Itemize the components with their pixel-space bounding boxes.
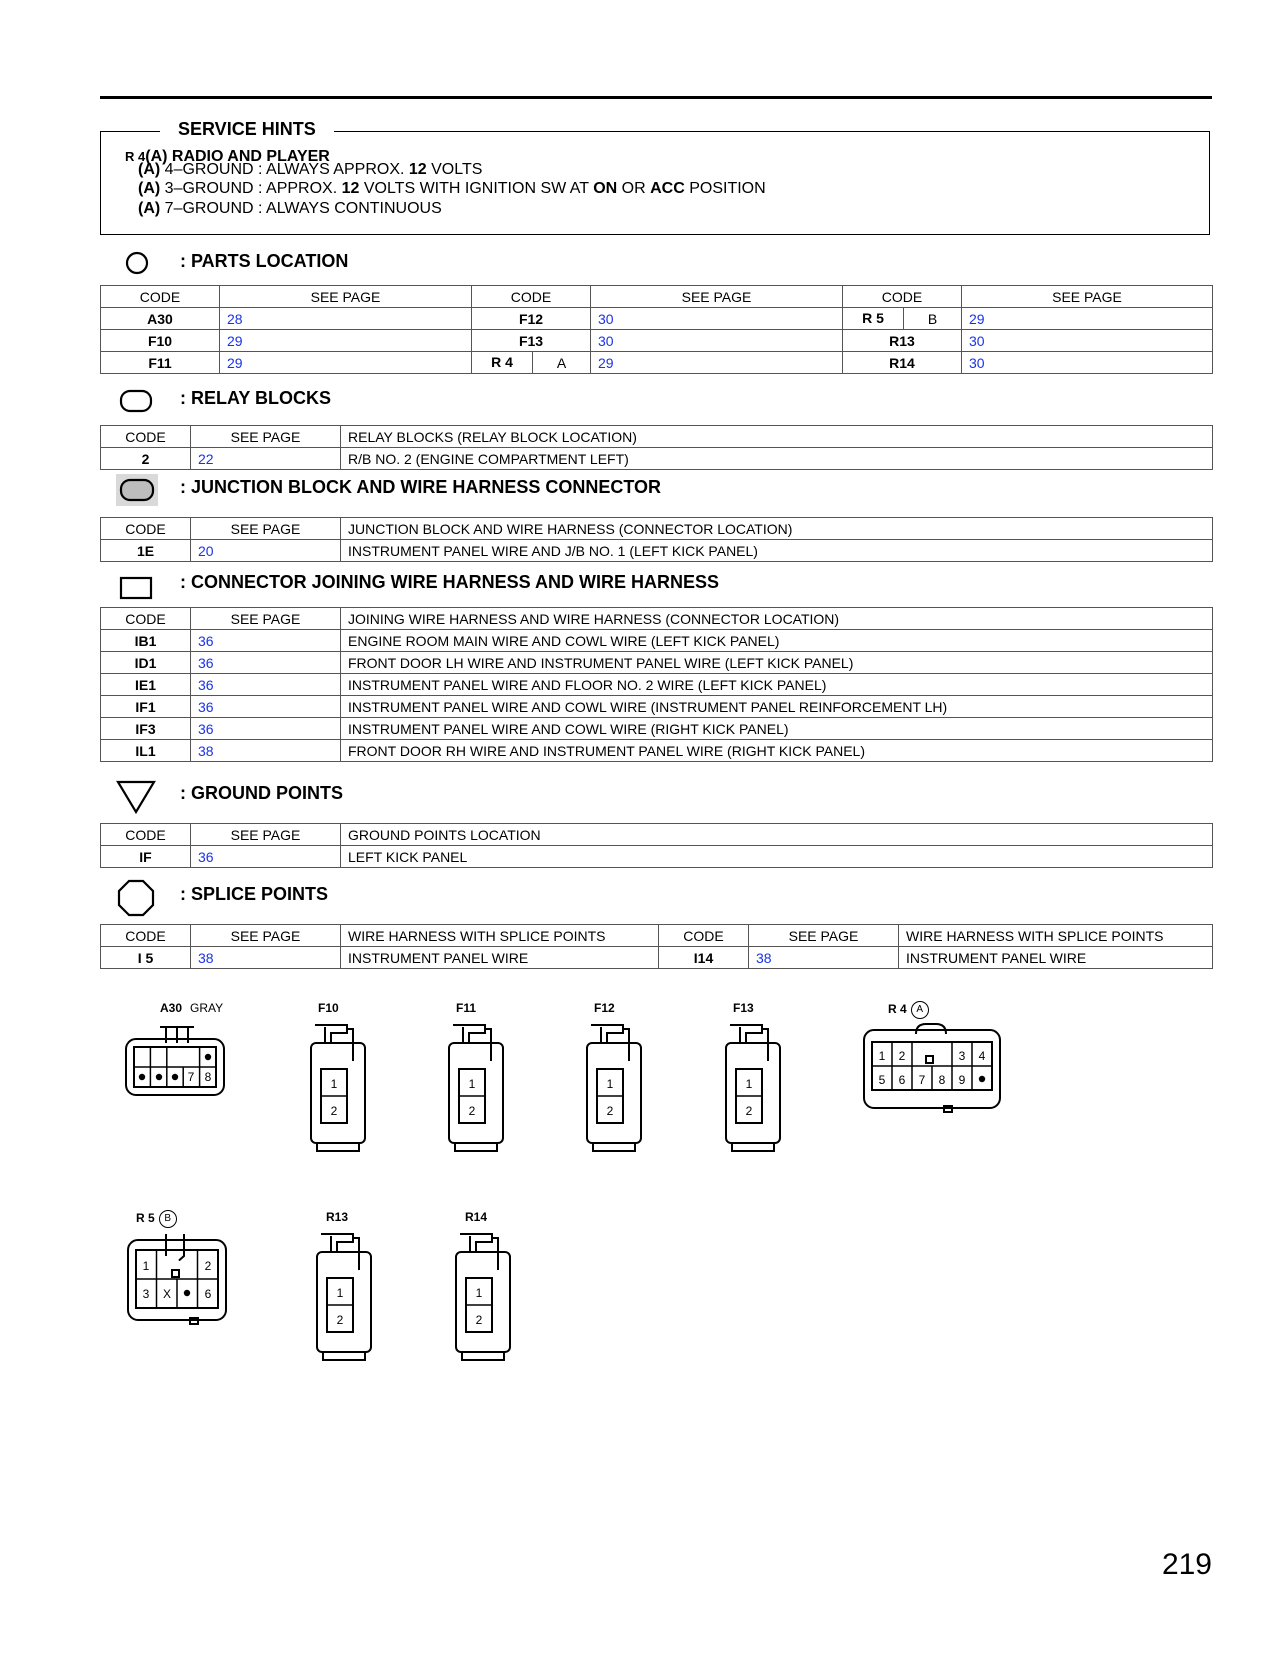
pin-number: 1 <box>330 1077 338 1091</box>
filled-pin <box>156 1074 162 1080</box>
see-page-link: 28 <box>220 308 472 330</box>
connector-r5-diagram <box>124 1226 230 1330</box>
see-page-link: 30 <box>962 330 1213 352</box>
pin-number: 9 <box>958 1073 966 1087</box>
connector-joining-title: : CONNECTOR JOINING WIRE HARNESS AND WIRE HARNESS <box>180 572 720 592</box>
column-header: SEE PAGE <box>749 925 899 947</box>
pin-number: 2 <box>336 1313 344 1327</box>
connector-latch <box>315 1025 347 1043</box>
connector-r4-diagram <box>860 1020 1006 1120</box>
location-cell: LEFT KICK PANEL <box>341 846 1213 868</box>
service-hints-title: SERVICE HINTS <box>160 119 334 140</box>
code-cell: F13 <box>472 330 591 352</box>
connector-a30-diagram <box>122 1023 228 1103</box>
column-header: SEE PAGE <box>191 426 341 448</box>
see-page-link: 38 <box>749 947 899 969</box>
see-page-link: 38 <box>191 947 341 969</box>
connector-two-diagram <box>307 1021 371 1157</box>
table-header-row <box>101 608 1213 630</box>
connector-foot <box>455 1143 497 1151</box>
table-header-row <box>101 518 1213 540</box>
sub-prefix: R 4 <box>125 149 146 164</box>
see-page-link: 36 <box>191 674 341 696</box>
page-number: 219 <box>1161 1548 1212 1581</box>
triangle-icon <box>115 779 157 815</box>
table-row <box>101 448 1213 470</box>
column-header: CODE <box>472 286 591 308</box>
pin-number: 2 <box>606 1104 614 1118</box>
see-page-link: 20 <box>191 540 341 562</box>
see-page-link: 30 <box>962 352 1213 374</box>
filled-pin <box>139 1074 145 1080</box>
code-cell: ID1 <box>101 652 191 674</box>
pin-number: 6 <box>204 1287 212 1301</box>
column-header: SEE PAGE <box>220 286 472 308</box>
connector-code: R 5 <box>136 1211 155 1226</box>
table-row <box>101 947 1213 969</box>
column-header: JOINING WIRE HARNESS AND WIRE HARNESS (CONNECTOR LOCATION) <box>341 608 1213 630</box>
table-row <box>101 740 1213 762</box>
connector-variant-badge: A <box>911 1001 929 1019</box>
shaded-rounded-rect-icon <box>116 474 158 506</box>
sub-rest: (A) RADIO AND PLAYER <box>145 148 330 165</box>
pin-number: 1 <box>878 1049 886 1063</box>
connector-foot <box>323 1352 365 1360</box>
hint-text: VOLTS WITH IGNITION SW AT <box>359 180 594 197</box>
column-header: CODE <box>843 286 962 308</box>
code-cell: R13 <box>843 330 962 352</box>
connector-latch <box>160 1027 194 1043</box>
connector-body <box>726 1043 780 1143</box>
column-header: CODE <box>101 824 191 846</box>
octagon-icon <box>116 878 156 918</box>
see-page-link: 22 <box>191 448 341 470</box>
location-cell: INSTRUMENT PANEL WIRE AND COWL WIRE (RIGHT KICK PANEL) <box>341 718 1213 740</box>
parts-location-table <box>100 285 1213 374</box>
connector-latch <box>460 1234 492 1252</box>
code-text: R 5 <box>843 308 904 329</box>
location-cell: FRONT DOOR RH WIRE AND INSTRUMENT PANEL WIRE (RIGHT KICK PANEL) <box>341 740 1213 762</box>
pin-number: 7 <box>187 1070 195 1084</box>
filled-pin <box>172 1074 178 1080</box>
see-page-link: 29 <box>220 330 472 352</box>
connector-latch <box>453 1025 485 1043</box>
pin-number: 6 <box>898 1073 906 1087</box>
connector-label <box>733 1001 754 1015</box>
filled-pin <box>184 1290 190 1296</box>
pin-number: 1 <box>142 1259 150 1273</box>
code-cell: 2 <box>101 448 191 470</box>
connector-code: R13 <box>326 1210 349 1224</box>
location-cell: INSTRUMENT PANEL WIRE <box>899 947 1213 969</box>
column-header: CODE <box>659 925 749 947</box>
column-header: SEE PAGE <box>191 925 341 947</box>
pin-number: 8 <box>938 1073 946 1087</box>
location-cell: FRONT DOOR LH WIRE AND INSTRUMENT PANEL WIRE (LEFT KICK PANEL) <box>341 652 1213 674</box>
connector-code: R14 <box>465 1210 488 1224</box>
rounded-rect-icon <box>118 388 154 414</box>
connector-joining-table <box>100 607 1213 762</box>
see-page-link: 38 <box>191 740 341 762</box>
code-cell: IB1 <box>101 630 191 652</box>
pin-number: 1 <box>745 1077 753 1091</box>
table-row <box>101 718 1213 740</box>
connector-code: F12 <box>594 1001 615 1015</box>
splice-points-table <box>100 924 1213 969</box>
hint-text: POSITION <box>684 180 766 197</box>
pin-number: 2 <box>745 1104 753 1118</box>
code-cell: F10 <box>101 330 220 352</box>
table-row <box>101 308 1213 330</box>
connector-foot <box>593 1143 635 1151</box>
see-page-link: 29 <box>591 352 843 374</box>
connector-body <box>311 1043 365 1143</box>
location-cell: INSTRUMENT PANEL WIRE <box>341 947 659 969</box>
hint-bold: 12 <box>341 180 360 197</box>
pin-number: 8 <box>204 1070 212 1084</box>
pin-number: 3 <box>958 1049 966 1063</box>
table-row <box>101 696 1213 718</box>
table-row <box>101 630 1213 652</box>
connector-foot <box>317 1143 359 1151</box>
relay-blocks-table <box>100 425 1213 470</box>
column-header: CODE <box>101 518 191 540</box>
column-header: CODE <box>101 608 191 630</box>
pin-number: 2 <box>204 1259 212 1273</box>
connector-variant-badge: B <box>159 1210 177 1228</box>
connector-label <box>326 1210 348 1224</box>
pin-number: 2 <box>475 1313 483 1327</box>
key-mark <box>926 1056 933 1063</box>
hint-line <box>138 200 442 218</box>
connector-body <box>456 1252 510 1352</box>
connector-two-diagram <box>445 1021 509 1157</box>
connector-two-diagram <box>583 1021 647 1157</box>
code-cell: F11 <box>101 352 220 374</box>
code-suffix: B <box>927 310 938 327</box>
see-page-link: 30 <box>591 308 843 330</box>
top-rule <box>100 96 1212 99</box>
pin-number: 7 <box>918 1073 926 1087</box>
column-header: WIRE HARNESS WITH SPLICE POINTS <box>341 925 659 947</box>
code-cell: IE1 <box>101 674 191 696</box>
circle-icon <box>124 250 150 276</box>
connector-latch <box>166 1234 184 1260</box>
see-page-link: 36 <box>191 652 341 674</box>
connector-foot <box>732 1143 774 1151</box>
connector-code: F11 <box>456 1001 477 1015</box>
see-page-link: 30 <box>591 330 843 352</box>
parts-location-title: : PARTS LOCATION <box>180 251 349 271</box>
table-header-row <box>101 286 1213 308</box>
code-cell: IF <box>101 846 191 868</box>
table-row <box>101 846 1213 868</box>
connector-latch <box>591 1025 623 1043</box>
junction-block-title: : JUNCTION BLOCK AND WIRE HARNESS CONNECTOR <box>180 477 662 497</box>
ground-points-title: : GROUND POINTS <box>180 783 344 803</box>
connector-body <box>317 1252 371 1352</box>
pin-number: 5 <box>878 1073 886 1087</box>
code-cell: R14 <box>843 352 962 374</box>
rectangle-icon <box>118 575 154 601</box>
connector-label <box>318 1001 339 1015</box>
see-page-link: 29 <box>220 352 472 374</box>
connector-label <box>594 1001 615 1015</box>
code-cell: I14 <box>659 947 749 969</box>
see-page-link: 29 <box>962 308 1213 330</box>
hint-tag: (A) <box>138 161 161 178</box>
location-cell: INSTRUMENT PANEL WIRE AND J/B NO. 1 (LEFT KICK PANEL) <box>341 540 1213 562</box>
filled-pin <box>979 1076 985 1082</box>
key-mark <box>172 1270 179 1277</box>
column-header: JUNCTION BLOCK AND WIRE HARNESS (CONNECTOR LOCATION) <box>341 518 1213 540</box>
code-cell <box>843 308 962 330</box>
connector-label <box>465 1210 487 1224</box>
table-row <box>101 652 1213 674</box>
connector-code: R 4 <box>888 1002 907 1017</box>
code-cell: IF1 <box>101 696 191 718</box>
table-row <box>101 352 1213 374</box>
hint-text: OR <box>617 180 651 197</box>
pin-number: 1 <box>475 1286 483 1300</box>
pin-number: 2 <box>468 1104 476 1118</box>
see-page-link: 36 <box>191 846 341 868</box>
connector-two-diagram <box>722 1021 786 1157</box>
hint-text: 7–GROUND : ALWAYS CONTINUOUS <box>160 200 442 217</box>
connector-latch <box>730 1025 762 1043</box>
column-header: RELAY BLOCKS (RELAY BLOCK LOCATION) <box>341 426 1213 448</box>
location-cell: INSTRUMENT PANEL WIRE AND FLOOR NO. 2 WIRE (LEFT KICK PANEL) <box>341 674 1213 696</box>
hint-bold: ACC <box>650 180 685 197</box>
hint-text: VOLTS <box>426 161 483 178</box>
table-header-row <box>101 925 1213 947</box>
ground-points-table <box>100 823 1213 868</box>
pin-number: 2 <box>330 1104 338 1118</box>
pin-number: 4 <box>978 1049 986 1063</box>
connector-color: GRAY <box>190 1001 224 1015</box>
column-header: SEE PAGE <box>962 286 1213 308</box>
table-row <box>101 330 1213 352</box>
connector-body <box>449 1043 503 1143</box>
see-page-link: 36 <box>191 718 341 740</box>
code-suffix: A <box>556 354 567 371</box>
connector-two-diagram <box>313 1230 377 1366</box>
column-header: SEE PAGE <box>191 608 341 630</box>
table-header-row <box>101 426 1213 448</box>
code-cell: IL1 <box>101 740 191 762</box>
code-cell: 1E <box>101 540 191 562</box>
hint-bold: ON <box>593 180 618 197</box>
code-cell <box>472 352 591 374</box>
connector-body <box>587 1043 641 1143</box>
hint-bold: 12 <box>408 161 427 178</box>
pin-number: 3 <box>142 1287 150 1301</box>
connector-code: F13 <box>733 1001 754 1015</box>
splice-points-title: : SPLICE POINTS <box>180 884 329 904</box>
hint-line <box>138 161 482 179</box>
filled-pin <box>205 1054 211 1060</box>
connector-label <box>160 1001 223 1015</box>
connector-code: A30 <box>160 1001 183 1015</box>
connector-latch <box>321 1234 353 1252</box>
code-cell: A30 <box>101 308 220 330</box>
pin-number: 2 <box>898 1049 906 1063</box>
hint-line <box>138 180 766 198</box>
hint-tag: (A) <box>138 180 161 197</box>
code-cell: I 5 <box>101 947 191 969</box>
column-header: SEE PAGE <box>191 824 341 846</box>
hint-text: 3–GROUND : APPROX. <box>160 180 342 197</box>
column-header: WIRE HARNESS WITH SPLICE POINTS <box>899 925 1213 947</box>
location-cell: INSTRUMENT PANEL WIRE AND COWL WIRE (INSTRUMENT PANEL REINFORCEMENT LH) <box>341 696 1213 718</box>
connector-code: F10 <box>318 1001 339 1015</box>
column-header: CODE <box>101 925 191 947</box>
code-cell: F12 <box>472 308 591 330</box>
column-header: CODE <box>101 426 191 448</box>
hint-tag: (A) <box>138 200 161 217</box>
see-page-link: 36 <box>191 630 341 652</box>
connector-label <box>456 1001 476 1015</box>
column-header: SEE PAGE <box>191 518 341 540</box>
code-cell: IF3 <box>101 718 191 740</box>
pin-number: 1 <box>468 1077 476 1091</box>
location-cell: ENGINE ROOM MAIN WIRE AND COWL WIRE (LEFT KICK PANEL) <box>341 630 1213 652</box>
table-row <box>101 540 1213 562</box>
location-cell: R/B NO. 2 (ENGINE COMPARTMENT LEFT) <box>341 448 1213 470</box>
connector-label <box>888 1001 929 1019</box>
column-header: SEE PAGE <box>591 286 843 308</box>
relay-blocks-title: : RELAY BLOCKS <box>180 388 332 408</box>
pin-number: 1 <box>606 1077 614 1091</box>
code-text: R 4 <box>472 352 533 373</box>
table-header-row <box>101 824 1213 846</box>
pin-number: X <box>162 1287 172 1301</box>
connector-foot <box>462 1352 504 1360</box>
column-header: GROUND POINTS LOCATION <box>341 824 1213 846</box>
column-header: CODE <box>101 286 220 308</box>
see-page-link: 36 <box>191 696 341 718</box>
pin-number: 1 <box>336 1286 344 1300</box>
junction-block-table <box>100 517 1213 562</box>
connector-two-diagram <box>452 1230 516 1366</box>
table-row <box>101 674 1213 696</box>
hint-text: 4–GROUND : ALWAYS APPROX. <box>160 161 409 178</box>
